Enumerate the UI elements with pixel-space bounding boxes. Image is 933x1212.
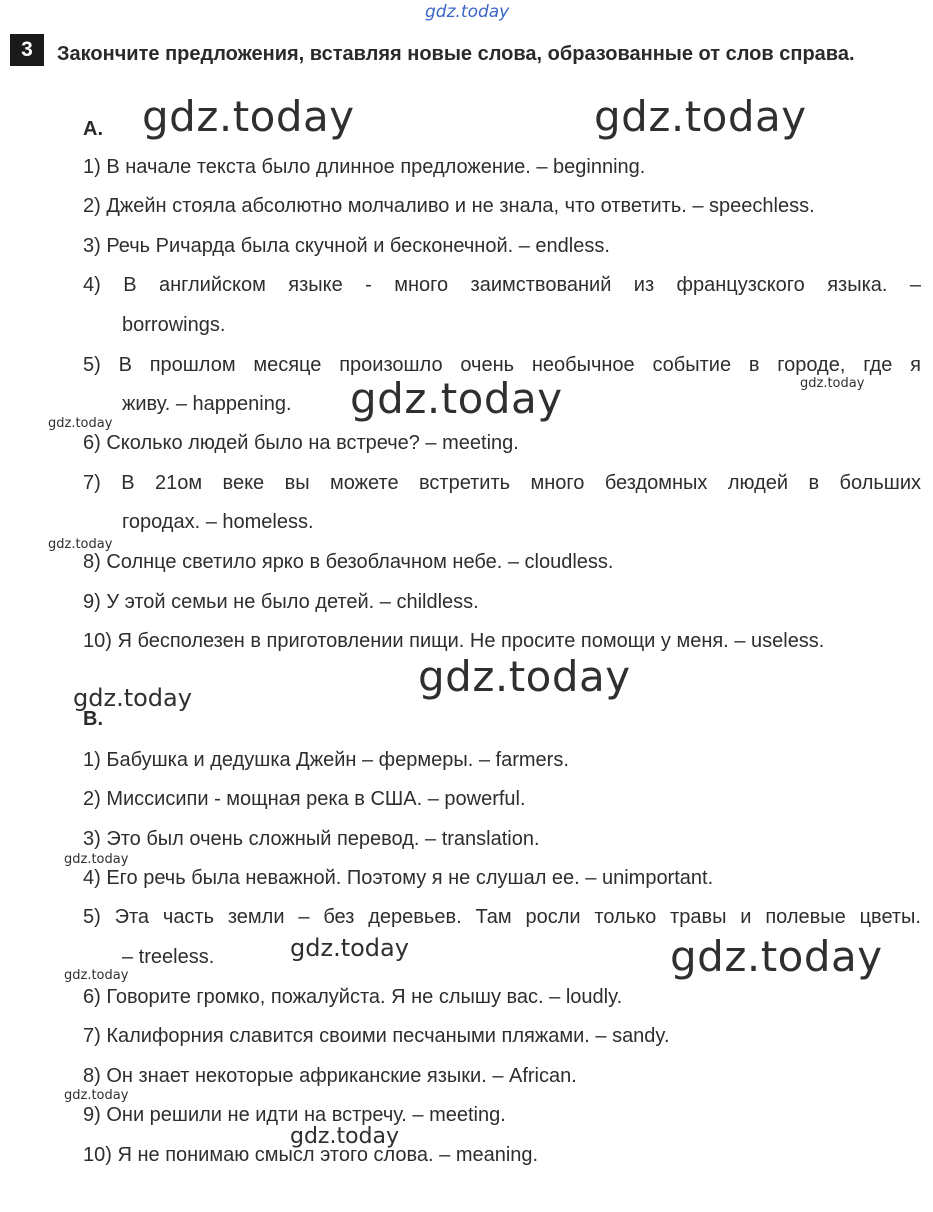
watermark: gdz.today xyxy=(418,652,631,701)
a-line-6: 6) Сколько людей было на встрече? – meeting. xyxy=(83,432,519,454)
b-line-5-cont: – treeless. xyxy=(122,946,215,968)
watermark: gdz.today xyxy=(64,852,129,867)
task-number-badge: 3 xyxy=(10,34,44,66)
watermark: gdz.today xyxy=(48,537,113,552)
watermark: gdz.today xyxy=(594,92,807,141)
section-b-label: B. xyxy=(83,708,103,730)
a-line-2: 2) Джейн стояла абсолютно молчаливо и не знала, что ответить. – speechless. xyxy=(83,195,815,217)
a-line-7-cont: городах. – homeless. xyxy=(122,511,314,533)
watermark: gdz.today xyxy=(73,684,192,712)
watermark: gdz.today xyxy=(48,416,113,431)
watermark: gdz.today xyxy=(350,374,563,423)
b-line-6: 6) Говорите громко, пожалуйста. Я не слышу вас. – loudly. xyxy=(83,986,623,1008)
b-line-3: 3) Это был очень сложный перевод. – translation. xyxy=(83,828,540,850)
watermark-top: gdz.today xyxy=(425,2,510,22)
a-line-3: 3) Речь Ричарда была скучной и бесконечной. – endless. xyxy=(83,235,610,257)
b-line-4: 4) Его речь была неважной. Поэтому я не слушал ее. – unimportant. xyxy=(83,867,714,889)
task-instruction: Закончите предложения, вставляя новые слова, образованные от слов справа. xyxy=(57,43,855,65)
b-line-2: 2) Миссисипи - мощная река в США. – powerful. xyxy=(83,788,526,810)
a-line-4-cont: borrowings. xyxy=(122,314,226,336)
a-line-10: 10) Я бесполезен в приготовлении пищи. Не просите помощи у меня. – useless. xyxy=(83,630,825,652)
a-line-5: 5) В прошлом месяце произошло очень необычное событие в городе, где я xyxy=(83,354,921,376)
watermark: gdz.today xyxy=(64,1088,129,1103)
a-line-4: 4) В английском языке - много заимствований из французского языка. – xyxy=(83,274,921,296)
section-a-label: A. xyxy=(83,118,103,140)
watermark: gdz.today xyxy=(290,934,409,962)
a-line-8: 8) Солнце светило ярко в безоблачном небе. – cloudless. xyxy=(83,551,614,573)
b-line-1: 1) Бабушка и дедушка Джейн – фермеры. – farmers. xyxy=(83,749,569,771)
a-line-1: 1) В начале текста было длинное предложение. – beginning. xyxy=(83,156,646,178)
watermark: gdz.today xyxy=(800,376,865,391)
b-line-8: 8) Он знает некоторые африканские языки. – African. xyxy=(83,1065,577,1087)
watermark: gdz.today xyxy=(290,1124,400,1149)
watermark: gdz.today xyxy=(670,932,883,981)
watermark: gdz.today xyxy=(142,92,355,141)
b-line-10: 10) Я не понимаю смысл этого слова. – meaning. xyxy=(83,1144,539,1166)
b-line-5: 5) Эта часть земли – без деревьев. Там росли только травы и полевые цветы. xyxy=(83,906,921,928)
watermark: gdz.today xyxy=(64,968,129,983)
b-line-9: 9) Они решили не идти на встречу. – meeting. xyxy=(83,1104,506,1126)
a-line-7: 7) В 21ом веке вы можете встретить много бездомных людей в больших xyxy=(83,472,921,494)
b-line-7: 7) Калифорния славится своими песчаными пляжами. – sandy. xyxy=(83,1025,670,1047)
a-line-5-cont: живу. – happening. xyxy=(122,393,292,415)
a-line-9: 9) У этой семьи не было детей. – childless. xyxy=(83,591,479,613)
